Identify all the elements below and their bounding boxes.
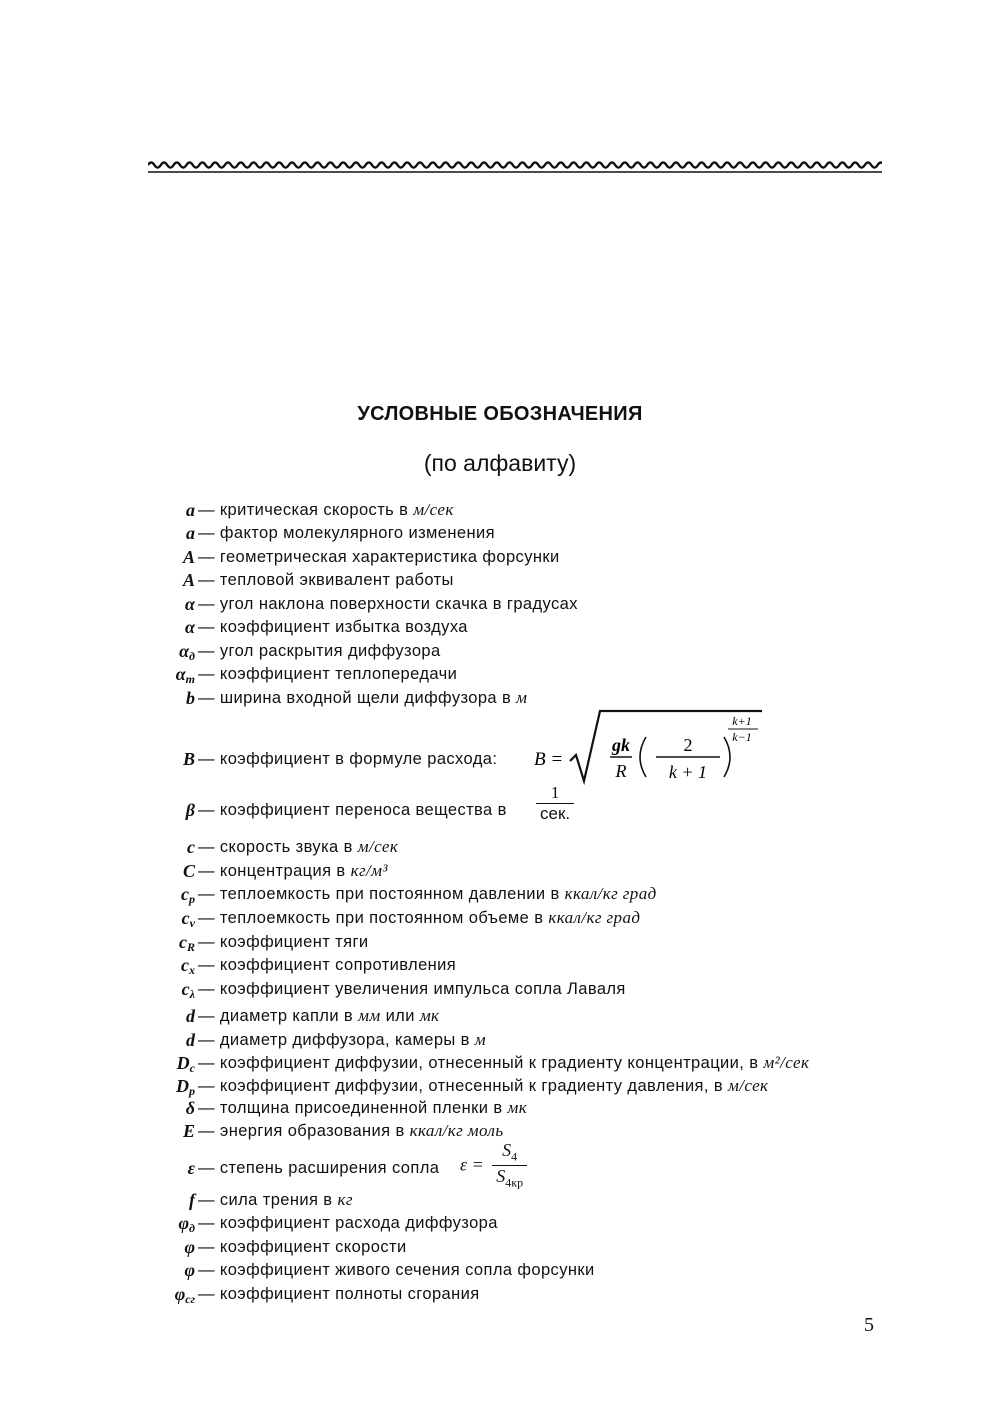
entry-symbol-letter: φ [174,1284,186,1304]
entry-text: коэффициент живого сечения сопла форсунки [219,1261,595,1279]
formula-epsilon-den: S [496,1165,506,1186]
entry-text: диаметр диффузора, камеры в [219,1031,470,1049]
entry-description: — теплоемкость при постоянном объеме в ккал/кг град [198,908,641,927]
entry-text: энергия образования в [219,1122,405,1140]
page-subtitle: (по алфавиту) [423,450,577,476]
entry-text: коэффициент полноты сгорания [219,1285,480,1303]
entry-description: — ширина входной щели диффузора в м [198,688,528,707]
formula-epsilon-lhs: ε = [460,1154,484,1175]
formula-b-inner-den: k + 1 [668,762,708,782]
entry-symbol [186,521,195,545]
formula-b-den: R [615,761,627,781]
formula-b-exp-num: k+1 [732,714,752,728]
entry-description: — коэффициент живого сечения сопла форсунки [198,1261,595,1279]
entry-symbol-letter: D [176,1076,189,1096]
entry-description: — коэффициент скорости [198,1238,407,1256]
entry-text: коэффициент переноса вещества в [219,801,507,819]
symbol-entry [0,686,1000,710]
symbol-entry [0,859,1000,883]
entry-symbol-letter: E [182,1121,195,1141]
entry-symbol-letter: α [175,664,186,684]
entry-text: коэффициент диффузии, отнесенный к градиенту давления, в [219,1077,724,1095]
entry-symbol [185,592,195,616]
entry-text: толщина присоединенной пленки в [219,1099,503,1117]
entry-unit: ккал/кг моль [409,1121,504,1140]
entry-description: — степень расширения сопла [198,1159,440,1177]
entry-text: ширина входной щели диффузора в [219,689,512,707]
entry-symbol-letter: A [182,570,195,590]
entry-unit: м²/сек [763,1053,810,1072]
entry-symbol [183,747,195,771]
entry-description: — энергия образования в ккал/кг моль [198,1121,504,1140]
entry-description: — диаметр диффузора, камеры в м [198,1030,487,1049]
entry-symbol-subscript: д [189,649,195,663]
entry-symbol-letter: α [179,641,190,661]
entry-description: — угол наклона поверхности скачка в градусах [198,595,578,613]
entry-text: скорость звука в [219,838,353,856]
entry-unit: ккал/кг град [548,908,641,927]
entry-unit: м/сек [413,500,454,519]
entry-symbol [184,1258,195,1282]
entry-description: — коэффициент теплопередачи [198,665,458,683]
symbol-entry [0,953,1000,977]
entry-text: степень расширения сопла [219,1159,440,1177]
entry-symbol [186,1096,195,1120]
entry-symbol-subscript: c [189,1061,195,1075]
symbol-entry [0,1282,1000,1306]
entry-symbol-letter: f [189,1190,195,1210]
entry-text: коэффициент диффузии, отнесенный к градиенту концентрации, в [219,1054,759,1072]
symbol-entry [0,662,1000,686]
symbol-entry [0,568,1000,592]
entry-description: — диаметр капли в мм или мк [198,1006,440,1025]
entry-symbol [186,1028,195,1052]
entry-symbol-letter: α [185,594,195,614]
entry-symbol-letter: φ [184,1260,195,1280]
decorative-wave-rule [148,156,882,176]
entry-symbol [184,1235,195,1259]
symbol-entry [0,592,1000,616]
page-title: УСЛОВНЫЕ ОБОЗНАЧЕНИЯ [357,403,643,425]
entry-text: коэффициент расхода диффузора [219,1214,498,1232]
entry-text: геометрическая характеристика форсунки [219,548,560,566]
formula-beta [536,783,574,824]
formula-epsilon [460,1140,527,1190]
entry-text: теплоемкость при постоянном давлении в [219,885,560,903]
symbol-entry [0,639,1000,663]
entry-symbol-letter: B [182,749,195,769]
symbol-entry [0,615,1000,639]
entry-text: тепловой эквивалент работы [219,571,454,589]
entry-description: — коэффициент полноты сгорания [198,1285,480,1303]
symbol-entry [0,747,1000,771]
entry-symbol-letter: d [186,1006,195,1026]
symbol-entry [0,498,1000,522]
formula-b-lhs: B = [534,749,564,770]
entry-symbol [183,859,195,883]
entry-description: — геометрическая характеристика форсунки [198,548,560,566]
entry-description: — коэффициент расхода диффузора [198,1214,498,1232]
symbol-entry [0,930,1000,954]
entry-text: коэффициент в формуле расхода: [219,750,498,768]
symbol-entry [0,1096,1000,1120]
entry-text: угол наклона поверхности скачка в градусах [219,595,578,613]
formula-beta-num: 1 [536,783,574,804]
entry-description: — коэффициент тяги [198,933,369,951]
entry-symbol [186,1004,195,1028]
entry-text: критическая скорость в [219,501,409,519]
formula-epsilon-num: S [502,1140,512,1160]
entry-description: — коэффициент в формуле расхода: [198,750,498,768]
entry-symbol-letter: ε [187,1158,195,1178]
entry-symbol [175,1282,195,1311]
symbol-entry [0,882,1000,906]
entry-symbol-letter: c [181,955,189,975]
entry-unit-extra: мк [419,1006,440,1025]
entry-unit: мм [358,1006,381,1025]
entry-unit: м [474,1030,487,1049]
formula-b-exp-den: k−1 [732,730,752,744]
entry-symbol-letter: c [178,932,187,952]
entry-unit: м/сек [357,837,399,856]
entry-symbol-letter: a [186,500,195,520]
entry-symbol [189,1188,195,1212]
entry-symbol [186,498,195,522]
entry-text-extra: или [385,1007,415,1025]
entry-symbol-letter: β [185,800,195,820]
formula-beta-den: сек. [540,804,571,823]
entry-text: сила трения в [219,1191,333,1209]
entry-description: — угол раскрытия диффузора [198,642,441,660]
entry-symbol-letter: c [181,884,189,904]
entry-description: — коэффициент переноса вещества в [198,801,507,819]
symbol-entry [0,798,1000,822]
entry-symbol [183,568,195,592]
entry-symbol [183,1119,195,1143]
formula-epsilon-den-sub: 4кр [505,1175,524,1190]
entry-text: угол раскрытия диффузора [219,642,441,660]
entry-description: — толщина присоединенной пленки в мк [198,1098,528,1117]
entry-symbol-letter: a [186,523,195,543]
entry-text: коэффициент избытка воздуха [219,618,468,636]
entry-description: — фактор молекулярного изменения [198,524,495,542]
entry-description: — коэффициент сопротивления [198,956,457,974]
entry-unit: ккал/кг град [564,884,657,903]
entry-symbol-subscript: R [186,940,195,954]
entry-unit: кг [337,1190,353,1209]
entry-symbol-letter: δ [185,1098,195,1118]
symbol-entry [0,521,1000,545]
entry-symbol [187,835,195,859]
entry-symbol [188,1156,195,1180]
entry-description: — скорость звука в м/сек [198,837,399,856]
symbol-entry [0,1188,1000,1212]
entry-symbol-subscript: сг [185,1292,195,1306]
entry-symbol [185,615,195,639]
entry-text: коэффициент сопротивления [219,956,457,974]
symbol-entry [0,1258,1000,1282]
entry-description: — коэффициент диффузии, отнесенный к градиенту давления, в м/сек [198,1076,769,1095]
entry-description: — коэффициент увеличения импульса сопла Лаваля [198,980,626,998]
entry-symbol-letter: C [182,861,195,881]
symbol-entry [0,1028,1000,1052]
entry-text: коэффициент скорости [219,1238,407,1256]
entry-symbol-subscript: λ [189,987,195,1001]
entry-symbol-letter: D [176,1053,190,1073]
entry-text: диаметр капли в [219,1007,354,1025]
entry-symbol [186,686,195,710]
entry-description: — тепловой эквивалент работы [198,571,454,589]
formula-b-inner-num: 2 [683,735,693,755]
entry-symbol-letter: α [185,617,195,637]
entry-symbol-subscript: p [189,1084,195,1098]
page-number: 5 [864,1314,874,1336]
entry-symbol-subscript: д [189,1221,195,1235]
entry-symbol [183,545,195,569]
symbol-entry [0,545,1000,569]
entry-symbol [186,798,195,822]
entry-text: коэффициент теплопередачи [219,665,458,683]
symbol-entry [0,835,1000,859]
symbol-entry [0,1211,1000,1235]
entry-text: фактор молекулярного изменения [219,524,495,542]
formula-epsilon-num-sub: 4 [511,1149,518,1164]
entry-description: — концентрация в кг/м³ [198,861,388,880]
entry-text: коэффициент тяги [219,933,369,951]
symbol-entry [0,1004,1000,1028]
entry-symbol-subscript: v [189,916,195,930]
entry-symbol-letter: c [181,908,190,928]
entry-description: — коэффициент избытка воздуха [198,618,468,636]
entry-symbol-subscript: т [185,672,195,686]
symbol-entry [0,1235,1000,1259]
entry-symbol-subscript: x [189,963,195,977]
entry-symbol-letter: c [187,837,195,857]
entry-symbol-letter: φ [184,1237,195,1257]
entry-description: — теплоемкость при постоянном давлении в ккал/кг град [198,884,657,903]
entry-text: концентрация в [219,862,346,880]
entry-unit: кг/м³ [350,861,388,880]
entry-symbol-letter: φ [178,1213,190,1233]
entry-description: — сила трения в кг [198,1190,353,1209]
entry-unit: мк [507,1098,528,1117]
entry-text: коэффициент увеличения импульса сопла Лаваля [219,980,626,998]
symbol-entry [0,1074,1000,1098]
symbol-entry [0,906,1000,930]
formula-b [528,705,778,785]
entry-symbol-letter: d [186,1030,195,1050]
formula-b-num: gk [612,735,630,755]
symbol-entry [0,977,1000,1001]
entry-unit: м/сек [728,1076,769,1095]
entry-description: — критическая скорость в м/сек [198,500,454,519]
entry-description: — коэффициент диффузии, отнесенный к градиенту концентрации, в м²/сек [198,1053,810,1072]
entry-symbol-subscript: p [189,892,195,906]
entry-symbol [182,977,195,1006]
entry-symbol-letter: b [186,688,195,708]
entry-symbol-letter: c [181,979,190,999]
entry-symbol-letter: A [182,547,195,567]
entry-unit: м [516,688,528,707]
entry-text: теплоемкость при постоянном объеме в [219,909,544,927]
symbol-entry [0,1051,1000,1075]
